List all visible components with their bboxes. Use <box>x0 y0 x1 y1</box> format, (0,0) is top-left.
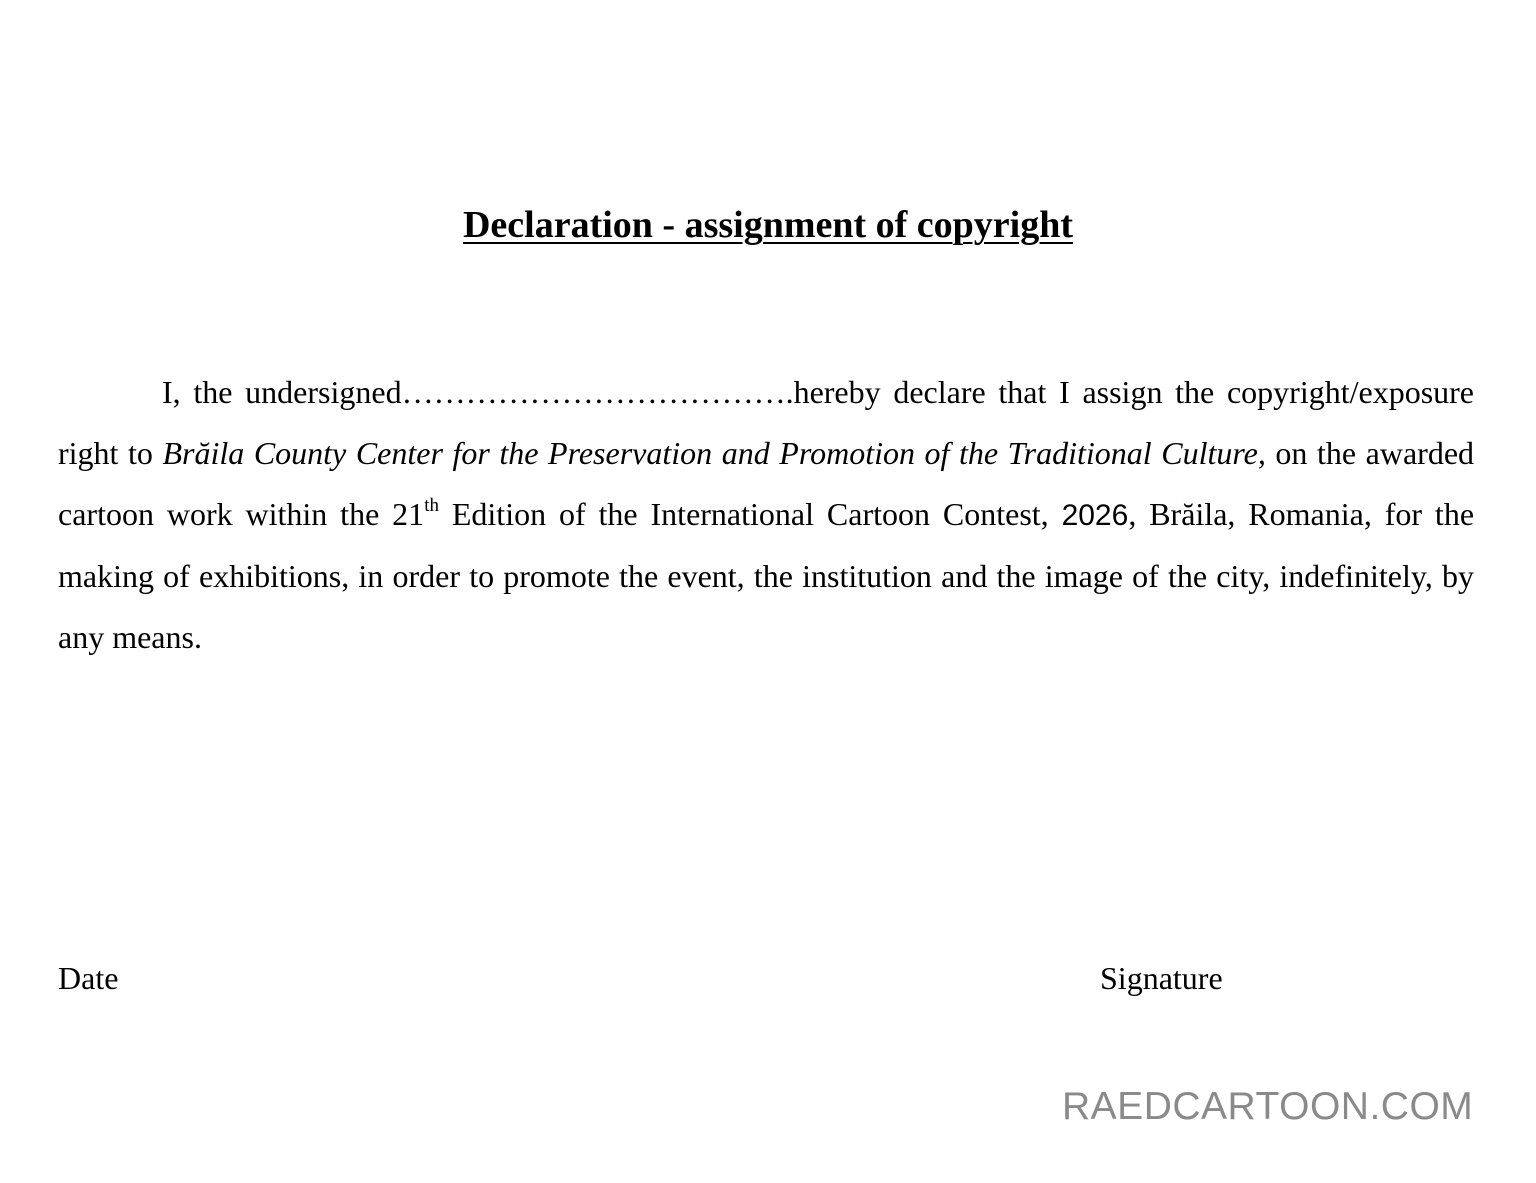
contest-year: 2026 <box>1061 499 1129 532</box>
declaration-paragraph <box>58 362 1474 668</box>
date-label: Date <box>58 960 119 996</box>
paragraph-part-1: I, the undersigned……………………………….hereby declare that I assign the copyright/exposure right to <box>58 374 1474 471</box>
document-title <box>0 200 1536 250</box>
paragraph-part-4: , Brăila, Romania, for the making of exhibitions, in order to promote the event, the institution and the image of the city, indefinitely, by any means. <box>58 496 1475 655</box>
edition-suffix: th <box>424 495 439 516</box>
paragraph-part-3: Edition of the International Cartoon Contest, <box>438 496 1062 532</box>
paragraph-part-2: on the awarded cartoon work within the 21 <box>58 435 1475 532</box>
signature-label: Signature <box>1100 960 1223 996</box>
watermark: RAEDCARTOON.COM <box>1062 1085 1474 1128</box>
document-title-text: Declaration - assignment of copyright <box>462 204 1074 246</box>
institution-name: Brăila County Center for the Preservation and Promotion of the Traditional Culture, <box>162 435 1266 471</box>
